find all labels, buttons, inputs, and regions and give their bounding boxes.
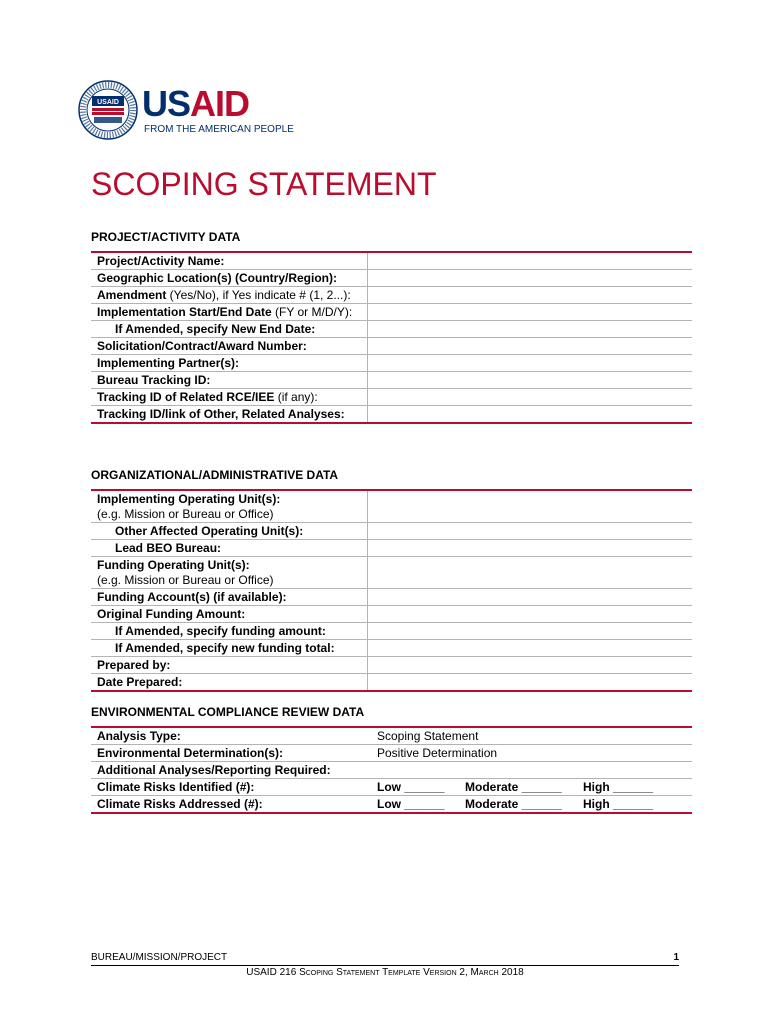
- field-label: Climate Risks Identified (#):: [91, 779, 371, 796]
- form-row: [91, 406, 692, 424]
- form-row: [91, 372, 692, 389]
- field-label: Project/Activity Name:: [91, 252, 368, 270]
- form-row: [91, 657, 692, 674]
- field-label: Lead BEO Bureau:: [91, 540, 368, 557]
- field-label: Solicitation/Contract/Award Number:: [91, 338, 368, 355]
- risk-high-field[interactable]: High ______: [583, 797, 654, 811]
- field-value[interactable]: [368, 406, 693, 424]
- field-value[interactable]: [368, 640, 693, 657]
- field-label: Bureau Tracking ID:: [91, 372, 368, 389]
- organizational-table: [91, 489, 692, 692]
- field-label: Tracking ID/link of Other, Related Analyses:: [91, 406, 368, 424]
- risk-high-field[interactable]: High ______: [583, 780, 654, 794]
- field-value[interactable]: [368, 355, 693, 372]
- field-label: Other Affected Operating Unit(s):: [91, 523, 368, 540]
- field-value[interactable]: [368, 540, 693, 557]
- field-label: Implementation Start/End Date (FY or M/D/Y):: [91, 304, 368, 321]
- field-label: Implementing Operating Unit(s): (e.g. Mission or Bureau or Office): [91, 490, 368, 523]
- field-label: Geographic Location(s) (Country/Region):: [91, 270, 368, 287]
- risk-low-field[interactable]: Low ______: [377, 780, 445, 794]
- field-label: Funding Account(s) (if available):: [91, 589, 368, 606]
- field-value[interactable]: [368, 606, 693, 623]
- form-row: [91, 727, 692, 745]
- field-value[interactable]: Positive Determination: [371, 745, 692, 762]
- usaid-wordmark: USAID: [142, 83, 250, 124]
- form-row: [91, 674, 692, 692]
- field-value[interactable]: Scoping Statement: [377, 729, 479, 743]
- field-value[interactable]: [368, 523, 693, 540]
- form-row: [91, 640, 692, 657]
- field-value[interactable]: [368, 252, 693, 270]
- field-label: Implementing Partner(s):: [91, 355, 368, 372]
- field-label: Analysis Type:: [97, 729, 181, 743]
- form-row: [91, 389, 692, 406]
- form-row: [91, 523, 692, 540]
- field-value[interactable]: [368, 287, 693, 304]
- usaid-logo: [78, 80, 294, 140]
- field-label: Climate Risks Addressed (#):: [91, 796, 371, 814]
- field-label: Funding Operating Unit(s): (e.g. Mission or Bureau or Office): [91, 557, 368, 589]
- form-row: [91, 540, 692, 557]
- form-row: [91, 606, 692, 623]
- field-label: Prepared by:: [91, 657, 368, 674]
- field-value[interactable]: [368, 270, 693, 287]
- usaid-seal-icon: [78, 80, 138, 140]
- section-heading-project: PROJECT/ACTIVITY DATA: [91, 230, 241, 244]
- field-label: Additional Analyses/Reporting Required:: [91, 762, 371, 779]
- form-row: [91, 270, 692, 287]
- risk-low-field[interactable]: Low ______: [377, 797, 445, 811]
- field-label: Tracking ID of Related RCE/IEE (if any):: [91, 389, 368, 406]
- page-number: 1: [673, 952, 679, 963]
- field-value[interactable]: [368, 372, 693, 389]
- usaid-tagline: FROM THE AMERICAN PEOPLE: [144, 124, 294, 135]
- field-value[interactable]: [368, 657, 693, 674]
- form-row: [91, 490, 692, 523]
- form-row: [91, 338, 692, 355]
- field-value[interactable]: [368, 304, 693, 321]
- document-title: SCOPING STATEMENT: [91, 166, 437, 202]
- climate-risk-row: [91, 796, 692, 814]
- form-row: [91, 589, 692, 606]
- field-value[interactable]: [368, 389, 693, 406]
- climate-risk-row: [91, 779, 692, 796]
- section-heading-organizational: ORGANIZATIONAL/ADMINISTRATIVE DATA: [91, 468, 339, 482]
- footer-divider: [91, 965, 679, 966]
- field-label: If Amended, specify new funding total:: [91, 640, 368, 657]
- field-value[interactable]: [368, 589, 693, 606]
- section-heading-environmental: ENVIRONMENTAL COMPLIANCE REVIEW DATA: [91, 705, 365, 719]
- field-value[interactable]: [371, 762, 692, 779]
- form-row: [91, 623, 692, 640]
- field-value[interactable]: [368, 321, 693, 338]
- field-label: Original Funding Amount:: [91, 606, 368, 623]
- form-row: [91, 762, 692, 779]
- form-row: [91, 304, 692, 321]
- footer-template-version: USAID 216 Scoping Statement Template Version 2, March 2018: [246, 967, 524, 978]
- field-value[interactable]: [368, 490, 693, 523]
- field-label: If Amended, specify funding amount:: [91, 623, 368, 640]
- form-row: [91, 252, 692, 270]
- field-label: Environmental Determination(s):: [91, 745, 371, 762]
- environmental-table: [91, 726, 692, 814]
- form-row: [91, 321, 692, 338]
- field-value[interactable]: [368, 674, 693, 692]
- risk-moderate-field[interactable]: Moderate ______: [465, 797, 562, 811]
- field-label: Amendment (Yes/No), if Yes indicate # (1, 2...):: [91, 287, 368, 304]
- risk-moderate-field[interactable]: Moderate ______: [465, 780, 562, 794]
- field-value[interactable]: [368, 623, 693, 640]
- seal-badge-text: USAID: [97, 99, 119, 106]
- project-activity-table: [91, 251, 692, 424]
- form-row: [91, 557, 692, 589]
- form-row: [91, 287, 692, 304]
- footer-bureau-label: BUREAU/MISSION/PROJECT: [91, 952, 228, 963]
- field-value[interactable]: [368, 338, 693, 355]
- form-row: [91, 355, 692, 372]
- form-row: [91, 745, 692, 762]
- field-label: If Amended, specify New End Date:: [91, 321, 368, 338]
- field-label: Date Prepared:: [91, 674, 368, 692]
- field-value[interactable]: [368, 557, 693, 589]
